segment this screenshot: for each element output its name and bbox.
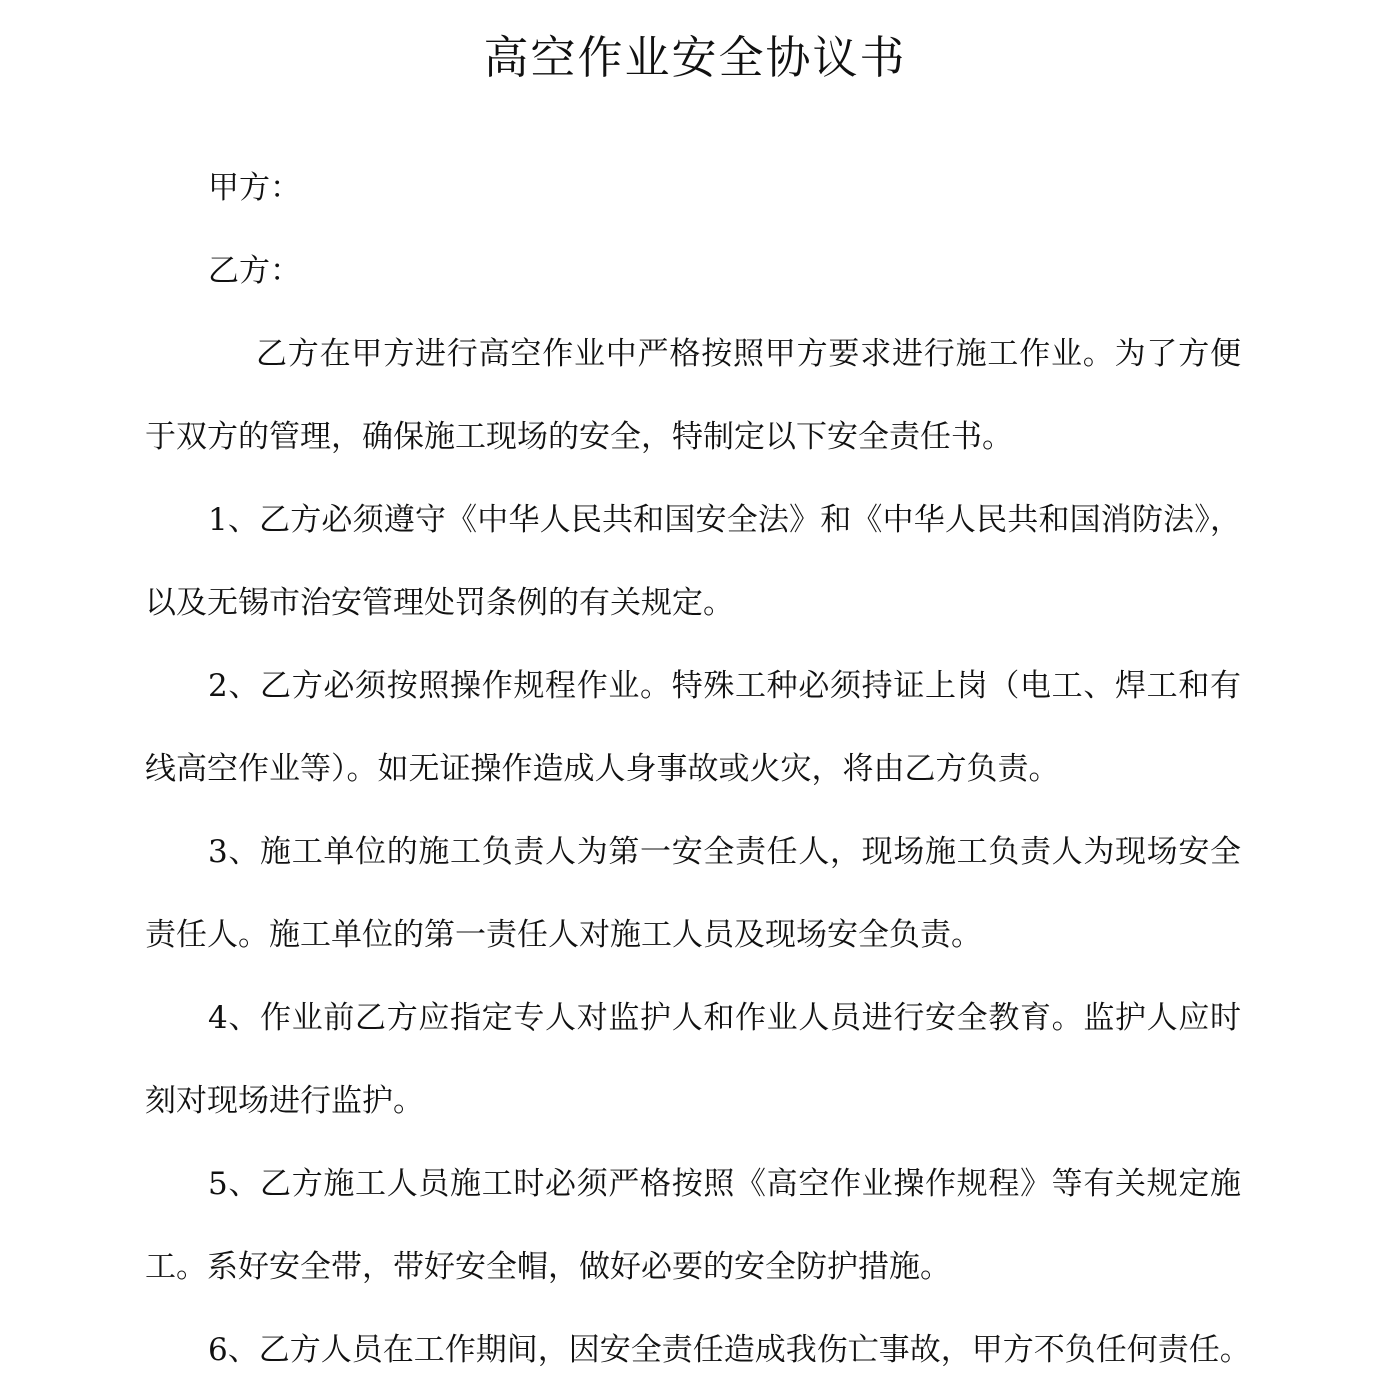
clause-2-line-2: 线高空作业等）。如无证操作造成人身事故或火灾，将由乙方负责。 xyxy=(145,751,1060,787)
intro-line-2: 于双方的管理，确保施工现场的安全，特制定以下安全责任书。 xyxy=(145,419,1013,455)
clause-5-line-2: 工。系好安全带，带好安全帽，做好必要的安全防护措施。 xyxy=(145,1249,951,1285)
document-title: 高空作业安全协议书 xyxy=(483,31,907,84)
clause-3-line-2: 责任人。施工单位的第一责任人对施工人员及现场安全负责。 xyxy=(145,917,982,953)
clause-1-line-1: 1、乙方必须遵守《中华人民共和国安全法》和《中华人民共和国消防法》， xyxy=(208,502,1241,538)
clause-4-line-1: 4、作业前乙方应指定专人对监护人和作业人员进行安全教育。监护人应时 xyxy=(208,1000,1241,1036)
clause-3-line-1: 3、施工单位的施工负责人为第一安全责任人，现场施工负责人为现场安全 xyxy=(208,834,1241,870)
clause-1-line-2: 以及无锡市治安管理处罚条例的有关规定。 xyxy=(145,585,734,621)
party-b-label: 乙方： xyxy=(208,253,301,289)
intro-line-1: 乙方在甲方进行高空作业中严格按照甲方要求进行施工作业。为了方便 xyxy=(256,336,1241,372)
party-a-label: 甲方： xyxy=(208,170,301,206)
clause-5-line-1: 5、乙方施工人员施工时必须严格按照《高空作业操作规程》等有关规定施 xyxy=(208,1166,1241,1202)
clause-4-line-2: 刻对现场进行监护。 xyxy=(145,1083,424,1119)
clause-6-line-1: 6、乙方人员在工作期间，因安全责任造成我伤亡事故，甲方不负任何责任。 xyxy=(208,1332,1251,1368)
clause-2-line-1: 2、乙方必须按照操作规程作业。特殊工种必须持证上岗（电工、焊工和有 xyxy=(208,668,1241,704)
